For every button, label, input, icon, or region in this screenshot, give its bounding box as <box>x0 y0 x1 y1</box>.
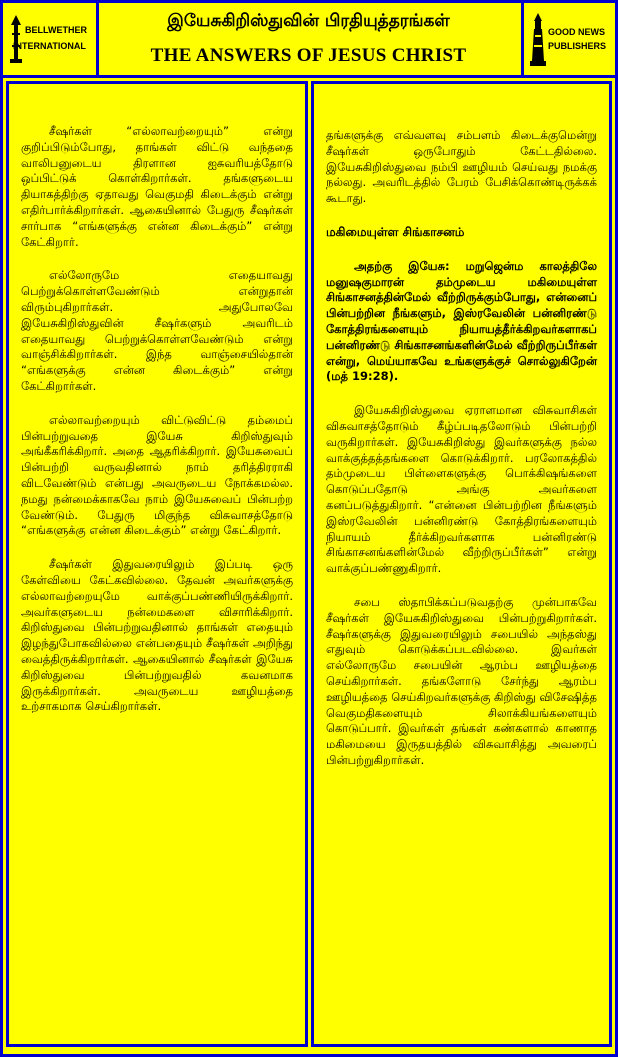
bellwether-logo-icon <box>9 15 23 65</box>
lighthouse-logo-icon <box>530 13 546 67</box>
right-logo-line1: GOOD NEWS <box>548 27 606 37</box>
left-logo-line1: BELLWETHER <box>25 25 87 35</box>
left-paragraph-2: எல்லோருமே எதையாவது பெற்றுக்கொள்ளவேண்டும் என்றுதான் விரும்புகிறார்கள். அதுபோலவே இயேசுகிறிஸ்துவின் சீஷர்களும் அவரிடம் எதையாவது பெற்றுக்கொள்ளவேண்டும் என்று வாஞ்சிக்கிறார்கள். இந்த வாஞ்சையில்தான் “எங்களுக்கு என்ன கிடைக்கும்” என்று கேட்கிறார்கள். <box>21 268 293 393</box>
right-column <box>311 81 612 1047</box>
bellwether-logo <box>3 3 99 75</box>
right-logo-line2: PUBLISHERS <box>548 41 607 51</box>
right-paragraph-2: சபை ஸ்தாபிக்கப்படுவதற்கு முன்பாகவே சீஷர்கள் இயேசுகிறிஸ்துவை பின்பற்றுகிறார்கள். சீஷர்களுக்கு இதுவரையிலும் சபையில் அந்தஸ்து எதுவும் கொடுக்கப்படவில்லை. இவர்கள் எல்லோருமே சபையின் ஆரம்ப ஊழியத்தை செய்கிறார்கள். தங்களோடு சேர்ந்து ஆரம்ப ஊழியத்தை செய்கிறவர்களுக்கு கிறிஸ்து விசேஷித்த வெகுமதிகளையும் சிலாக்கியங்களையும் கொடுப்பார். இவர்கள் தங்கள் கண்களால் காணாத மகிமையை இருதயத்தில் விசுவாசித்து அவரைப் பின்பற்றுகிறார்கள். <box>326 594 597 767</box>
left-logo-line2: INTERNATIONAL <box>13 41 86 51</box>
title-english: THE ANSWERS OF JESUS CHRIST <box>150 45 467 66</box>
scripture-quote: அதற்கு இயேசு: மறுஜென்ம காலத்திலே மனுஷகுமாரன் தம்முடைய மகிமையுள்ள சிங்காசனத்தின்மேல் வீற்றிருக்கும்போது, என்னைப் பின்பற்றின நீங்களும், இஸ்ரவேலின் பன்னிரண்டு கோத்திரங்களையும் நியாயத்தீர்க்கிறவர்களாகப் பன்னிரண்டு சிங்காசனங்களின்மேல் வீற்றிருப்பீர்கள் என்று, மெய்யாகவே உங்களுக்குச் சொல்லுகிறேன் (மத் 19:28). <box>326 258 597 384</box>
left-paragraph-1: சீஷர்கள் “எல்லாவற்றையும்” என்று குறிப்பிடும்போது, தாங்கள் விட்டு வந்ததை வாலிபனுடைய திரளான ஐசுவரியத்தோடு ஒப்பிட்டுக் கொள்கிறார்கள். தங்களுடைய தியாகத்திற்கு ஏதாவது வெகுமதி கிடைக்கும் என்று எதிர்பார்க்கிறார்கள். ஆகையினால் பேதுரு சீஷர்கள் சார்பாக “எங்களுக்கு என்ன கிடைக்கும்” என்று கேட்கிறார். <box>21 124 293 249</box>
right-intro-paragraph: தங்களுக்கு எவ்வளவு சம்பளம் கிடைக்குமென்று சீஷர்கள் ஒருபோதும் கேட்டதில்லை. இயேசுகிறிஸ்துவை நம்பி ஊழியம் செய்வது நமக்கு நல்லது. அவரிடத்தில் பேரம் பேசிக்கொண்டிருக்கக் கூடாது. <box>326 128 597 206</box>
left-column <box>6 81 308 1047</box>
title-area <box>99 3 518 75</box>
good-news-logo <box>521 3 618 75</box>
right-column-text <box>326 128 597 787</box>
left-paragraph-3: எல்லாவற்றையும் விட்டுவிட்டு தம்மைப் பின்பற்றுவதை இயேசு கிறிஸ்துவும் அங்கீகரிக்கிறார். அதை ஆதரிக்கிறார். இயேசுவைப் பின்பற்றி வருவதினால் நாம் தரித்திரராகி விடவேண்டும் என்பது அவருடைய நோக்கமல்ல. நமது நன்மைக்காகவே நாம் இயேசுவைப் பின்பற்ற வேண்டும். பேதுரு மிகுந்த விசுவாசத்தோடு “எங்களுக்கு என்ன கிடைக்கும்” என்று கேட்கிறார். <box>21 412 293 538</box>
right-paragraph-1: இயேசுகிறிஸ்துவை ஏராளமான விசுவாசிகள் விசுவாசத்தோடும் கீழ்ப்படிதலோடும் பின்பற்றி வருகிறார்கள். இயேசுகிறிஸ்து இவர்களுக்கு நல்ல வாக்குத்தத்தங்களை கொடுக்கிறார். பரலோகத்தில் தம்முடைய பிள்ளைகளுக்கு பொக்கிஷங்களை கொடுப்பதோடு அங்கு அவர்களை கனப்படுத்துகிறார். “என்னை பின்பற்றின நீங்களும் இஸ்ரவேலின் பன்னிரண்டு கோத்திரங்களையும் நியாயம் தீர்க்கிறவர்களாக பன்னிரண்டு சிங்காசனங்களின்மேல் வீற்றிருப்பீர்கள்” என்று வாக்குப்பண்ணுகிறார். <box>326 403 597 576</box>
left-paragraph-4: சீஷர்கள் இதுவரையிலும் இப்படி ஒரு கேள்வியை கேட்கவில்லை. தேவன் அவர்களுக்கு எல்லாவற்றையுமே வாக்குப்பண்ணியிருக்கிறார். அவர்களுடைய நன்மைகளை விசாரிக்கிறார். கிறிஸ்துவை பின்பற்றுவதினால் தாங்கள் எதையும் இழந்துபோகவில்லை என்பதையும் சீஷர்கள் அறிந்து வைத்திருக்கிறார்கள். ஆகையினால் சீஷர்கள் இயேசு கிறிஸ்துவை பின்பற்றுவதில் கவனமாக இருக்கிறார்கள். அவருடைய ஊழியத்தை உற்சாகமாக செய்கிறார்கள். <box>21 557 293 714</box>
title-tamil: இயேசுகிறிஸ்துவின் பிரதியுத்தரங்கள் <box>167 11 450 31</box>
header <box>3 3 615 78</box>
section-heading: மகிமையுள்ள சிங்காசனம் <box>326 224 465 239</box>
left-column-text <box>21 124 293 733</box>
